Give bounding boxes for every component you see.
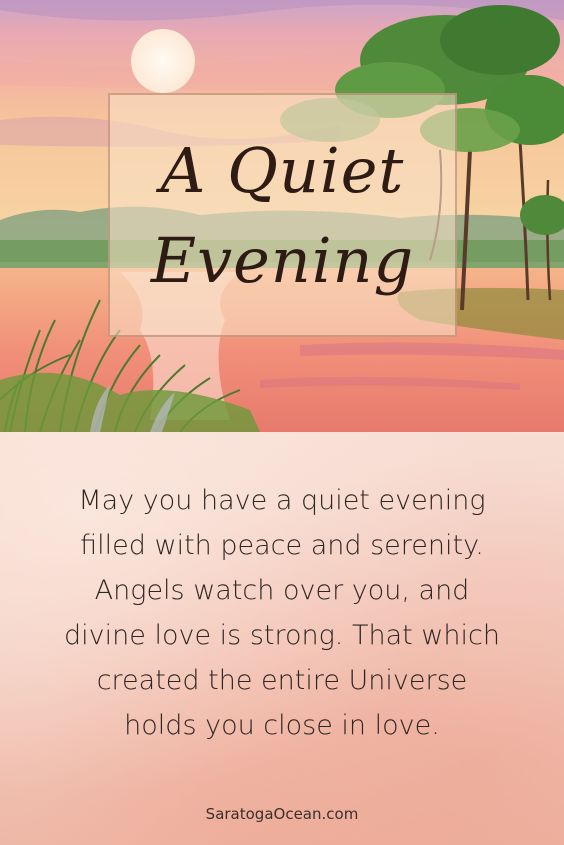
message-line: May you have a quiet evening (78, 485, 486, 516)
website-credit: SaratogaOcean.com (205, 805, 359, 823)
message-line: filled with peace and serenity. (80, 530, 484, 561)
title-box (108, 93, 457, 337)
message-line: created the entire Universe (96, 665, 468, 696)
sun (131, 29, 195, 93)
message-line: divine love is strong. That which (64, 620, 500, 651)
message-line: holds you close in love. (124, 710, 440, 741)
blessing-message (20, 478, 544, 748)
message-area (0, 432, 564, 845)
title-line-1: A Quiet (160, 134, 405, 207)
message-line: Angels watch over you, and (94, 575, 470, 606)
title-line-2: Evening (150, 224, 415, 297)
